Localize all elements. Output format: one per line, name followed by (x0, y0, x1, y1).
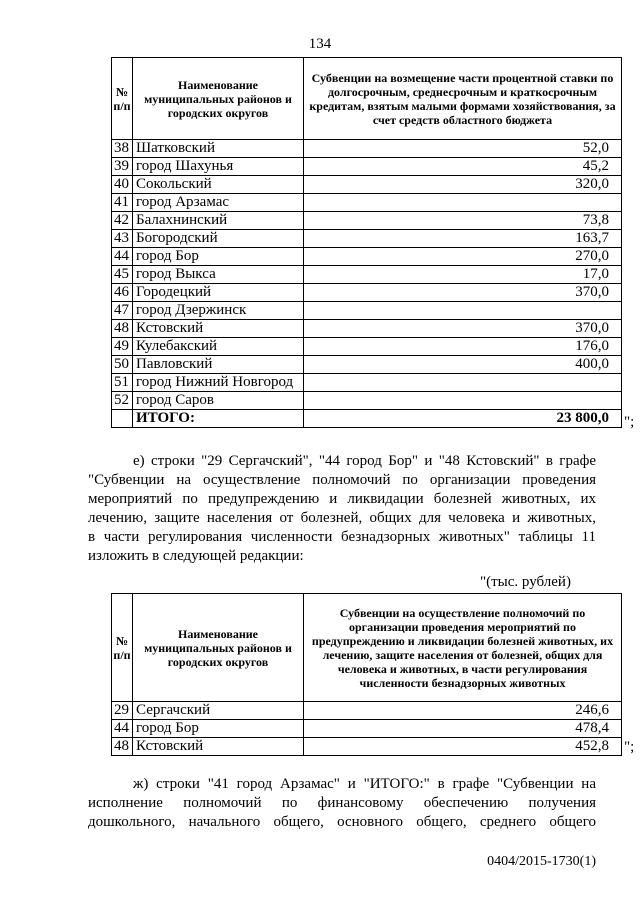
municipality-name: Балахнинский (133, 212, 304, 230)
row-number: 44 (112, 248, 133, 266)
table-row (112, 720, 622, 738)
row-number: 48 (112, 320, 133, 338)
row-number: 41 (112, 194, 133, 212)
row-number: 42 (112, 212, 133, 230)
municipality-name: Сергачский (133, 702, 304, 720)
row-number: 38 (112, 140, 133, 158)
municipality-name: город Выкса (133, 266, 304, 284)
closing-quote: "; (624, 739, 635, 755)
paragraph-line: мероприятий по предупреждению и ликвидации болезней животных, их (88, 491, 596, 507)
paragraph-line: ж) строки "41 город Арзамас" и "ИТОГО:" в графе "Субвенции на (133, 776, 596, 792)
municipality-name: город Шахунья (133, 158, 304, 176)
paragraph-line: дошкольного, начального общего, основного общего, среднего общего (88, 814, 596, 830)
subsidy-value: 73,8 (304, 212, 622, 230)
municipality-name: Кстовский (133, 320, 304, 338)
row-number: 47 (112, 302, 133, 320)
subsidy-value: 452,8 (304, 738, 622, 756)
municipality-name: город Бор (133, 248, 304, 266)
subsidy-value: 370,0 (304, 320, 622, 338)
subsidy-table-animal-diseases (111, 593, 622, 756)
subsidy-table-interest-rate (111, 57, 622, 428)
header-name: Наименование муниципальных районов и городских округов (133, 58, 304, 140)
subsidy-value: 17,0 (304, 266, 622, 284)
subsidy-value: 52,0 (304, 140, 622, 158)
row-number: 51 (112, 374, 133, 392)
subsidy-value: 320,0 (304, 176, 622, 194)
table-row (112, 702, 622, 720)
paragraph-e (88, 452, 596, 566)
municipality-name: Сокольский (133, 176, 304, 194)
municipality-name: город Бор (133, 720, 304, 738)
municipality-name: город Арзамас (133, 194, 304, 212)
subsidy-value: 45,2 (304, 158, 622, 176)
row-number: 43 (112, 230, 133, 248)
table-row (112, 338, 622, 356)
row-number: 48 (112, 738, 133, 756)
table-row (112, 302, 622, 320)
subsidy-value: 163,7 (304, 230, 622, 248)
paragraph-line: е) строки "29 Сергачский", "44 город Бор" и "48 Кстовский" в графе (133, 453, 596, 469)
row-number: 46 (112, 284, 133, 302)
header-name: Наименование муниципальных районов и городских округов (133, 594, 304, 702)
total-row (112, 410, 622, 428)
subsidy-value: 246,6 (304, 702, 622, 720)
row-number: 50 (112, 356, 133, 374)
total-label: ИТОГО: (133, 410, 304, 428)
municipality-name: Шатковский (133, 140, 304, 158)
table-body (112, 140, 622, 428)
table-body (112, 702, 622, 756)
table-row (112, 140, 622, 158)
paragraph-line: лечению, защите населения от болезней, общих для человека и животных, (88, 510, 596, 526)
header-num: № п/п (112, 594, 133, 702)
table-row (112, 284, 622, 302)
municipality-name: Городецкий (133, 284, 304, 302)
subsidy-value: 400,0 (304, 356, 622, 374)
header-value: Субвенции на возмещение части процентной ставки по долгосрочным, среднесрочным и краткосрочным кредитам, взятым малыми формами хозяйствования, за счет средств областного бюджета (304, 58, 622, 140)
subsidy-value: 270,0 (304, 248, 622, 266)
header-num: № п/п (112, 58, 133, 140)
municipality-name: город Нижний Новгород (133, 374, 304, 392)
row-number: 39 (112, 158, 133, 176)
paragraph-line: изложить в следующей редакции: (88, 548, 304, 564)
row-number: 52 (112, 392, 133, 410)
table-row (112, 176, 622, 194)
table-row (112, 320, 622, 338)
page-number: 134 (308, 36, 332, 52)
subsidy-value (304, 392, 622, 410)
header-value: Субвенции на осуществление полномочий по организации проведения мероприятий по предупреждению и ликвидации болезней животных, их лечению, защите населения от болезней, общих для человека и животных, в части регулирования численности безнадзорных животных (304, 594, 622, 702)
table-row (112, 392, 622, 410)
table-row (112, 356, 622, 374)
subsidy-value (304, 374, 622, 392)
paragraph-zh (88, 775, 596, 832)
table-row (112, 230, 622, 248)
subsidy-value: 478,4 (304, 720, 622, 738)
table-row (112, 738, 622, 756)
table-row (112, 158, 622, 176)
row-number: 29 (112, 702, 133, 720)
row-number: 40 (112, 176, 133, 194)
row-number: 45 (112, 266, 133, 284)
paragraph-line: в части регулирования численности безнадзорных животных" таблицы 11 (88, 529, 596, 545)
municipality-name: город Дзержинск (133, 302, 304, 320)
subsidy-value (304, 194, 622, 212)
table-row (112, 374, 622, 392)
municipality-name: Павловский (133, 356, 304, 374)
municipality-name: Богородский (133, 230, 304, 248)
paragraph-line: исполнение полномочий по финансовому обеспечению получения (88, 795, 596, 811)
municipality-name: Кулебакский (133, 338, 304, 356)
paragraph-line: "Субвенции на осуществление полномочий по организации проведения (88, 472, 596, 488)
unit-label: "(тыс. рублей) (480, 574, 571, 590)
total-value: 23 800,0 (304, 410, 622, 428)
table-row (112, 248, 622, 266)
municipality-name: Кстовский (133, 738, 304, 756)
subsidy-value: 176,0 (304, 338, 622, 356)
table-row (112, 194, 622, 212)
subsidy-value: 370,0 (304, 284, 622, 302)
municipality-name: город Саров (133, 392, 304, 410)
subsidy-value (304, 302, 622, 320)
empty-cell (112, 410, 133, 428)
table-row (112, 212, 622, 230)
table-row (112, 266, 622, 284)
row-number: 44 (112, 720, 133, 738)
row-number: 49 (112, 338, 133, 356)
closing-quote: "; (624, 414, 635, 430)
document-id: 0404/2015-1730(1) (487, 854, 596, 869)
